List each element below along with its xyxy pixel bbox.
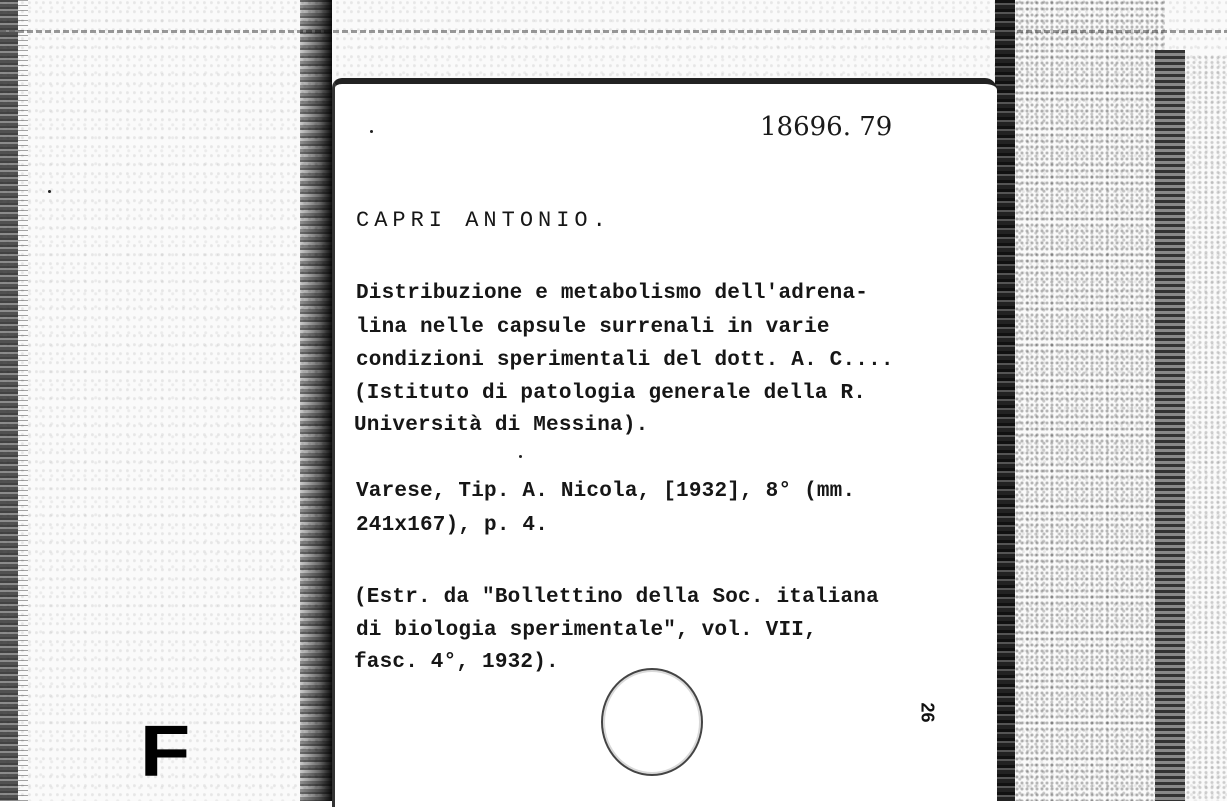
far-right-noise	[1185, 55, 1227, 801]
imprint-line-1: Varese, Tip. A. Nicola, [1932], 8° (mm.	[356, 480, 856, 503]
speck	[370, 130, 373, 133]
right-shadow-strip	[995, 0, 1015, 801]
left-card-edge-noise	[18, 0, 28, 801]
speck	[48, 190, 51, 193]
call-number: 18696. 79	[760, 112, 893, 142]
far-right-strip	[1155, 50, 1185, 801]
note-line-1: (Estr. da "Bollettino della Soc. italiana	[354, 586, 879, 609]
note-line-3: fasc. 4°, 1932).	[354, 651, 559, 674]
margin-mark: F	[139, 712, 191, 792]
title-line-3: condizioni sperimentali del dott. A. C....	[356, 349, 894, 372]
note-line-2: di biologia sperimentale", vol. VII,	[356, 619, 817, 642]
title-line-4: (Istituto di patologia generale della R.	[354, 382, 867, 405]
right-noise-area	[1015, 0, 1165, 801]
punch-hole	[601, 668, 703, 776]
left-card-edge	[0, 0, 18, 801]
speck	[519, 455, 522, 458]
author-heading: CAPRI ANTONIO.	[356, 208, 611, 233]
side-number: 26	[917, 702, 938, 723]
title-line-5: Università di Messina).	[354, 414, 649, 437]
left-shadow-strip	[300, 0, 332, 801]
title-line-1: Distribuzione e metabolismo dell'adrena-	[356, 282, 869, 305]
title-line-2: lina nelle capsule surrenali in varie	[356, 316, 830, 339]
imprint-line-2: 241x167), p. 4.	[356, 514, 549, 537]
